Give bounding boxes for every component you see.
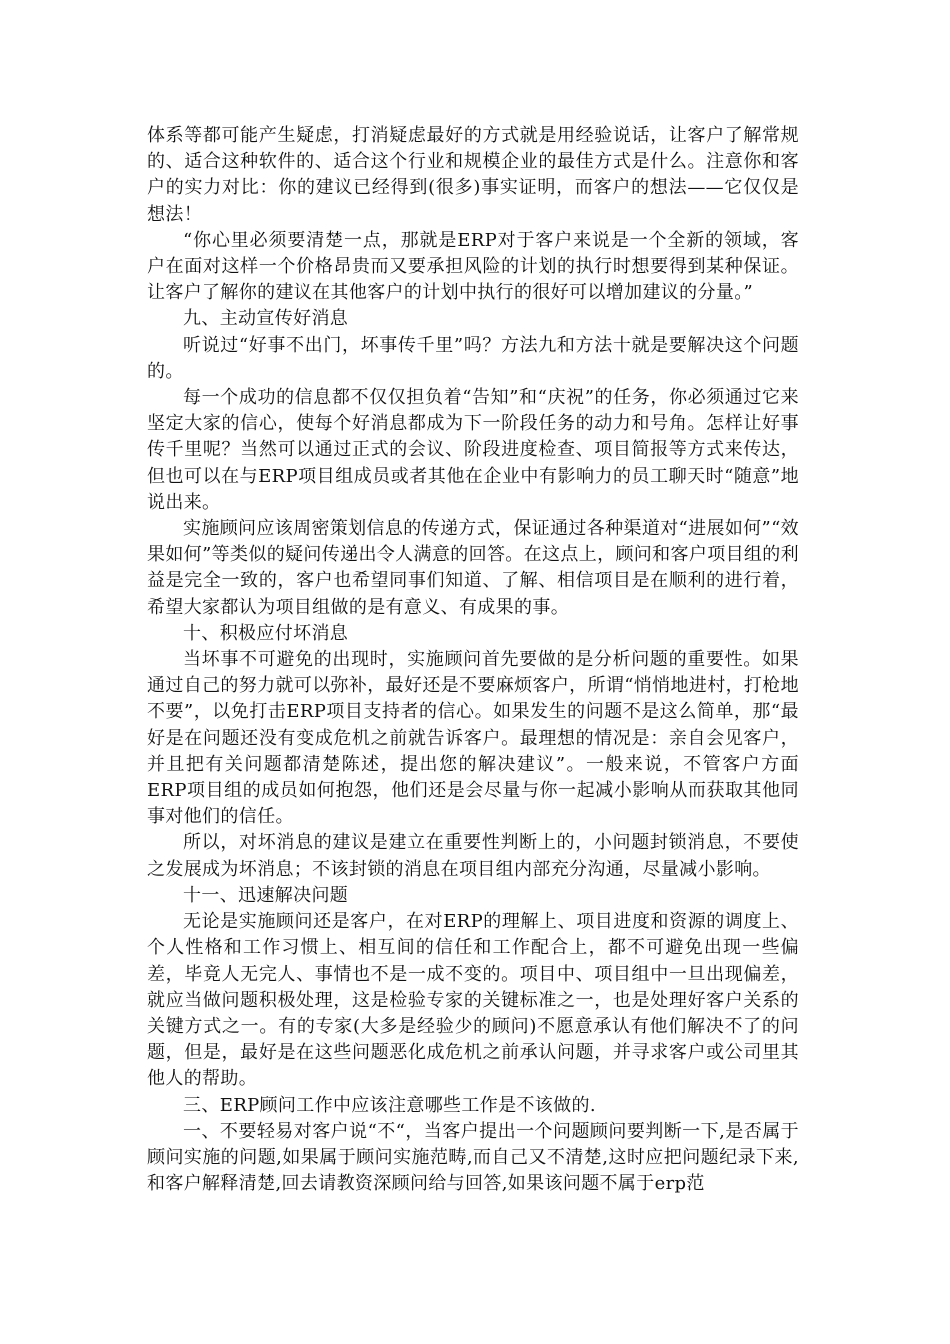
paragraph-good-news-channels: 实施顾问应该周密策划信息的传递方式，保证通过各种渠道对“进展如何”“效果如何”等类似的疑问传递出令人满意的回答。在这点上，顾问和客户项目组的利益是完全一致的，客户也希望同事们知道、了解、相信项目是在顺利的进行着，希望大家都认为项目组做的是有意义、有成果的事。 xyxy=(147,518,799,618)
section-heading-part-3: 三、ERP顾问工作中应该注意哪些工作是不该做的. xyxy=(183,1094,596,1116)
section-heading-10: 十、积极应付坏消息 xyxy=(183,622,349,644)
document-page xyxy=(147,123,799,1197)
paragraph-dont-say-no: 一、不要轻易对客户说“不“，当客户提出一个问题顾问要判断一下,是否属于顾问实施的问题,如果属于顾问实施范畴,而自己又不清楚,这时应把问题纪录下来,和客户解释清楚,回去请教资深顾问给与回答,如果该问题不属于erp范 xyxy=(147,1120,799,1195)
paragraph-bad-news-advice: 所以，对坏消息的建议是建立在重要性判断上的，小问题封锁消息，不要使之发展成为坏消息；不该封锁的消息在项目组内部充分沟通，尽量减小影响。 xyxy=(147,832,799,880)
paragraph-bad-news-handling: 当坏事不可避免的出现时，实施顾问首先要做的是分析问题的重要性。如果通过自己的努力就可以弥补，最好还是不要麻烦客户，所谓“悄悄地进村，打枪地不要”，以免打击ERP项目支持者的信心。如果发生的问题不是这么简单，那“最好是在问题还没有变成危机之前就告诉客户。最理想的情况是：亲自会见客户，并且把有关问题都清楚陈述，提出您的解决建议”。一般来说，不管客户方面ERP项目组的成员如何抱怨，他们还是会尽量与你一起减小影响从而获取其他同事对他们的信任。 xyxy=(147,649,799,828)
paragraph-intro-continuation: 体系等都可能产生疑虑，打消疑虑最好的方式就是用经验说话，让客户了解常规的、适合这种软件的、适合这个行业和规模企业的最佳方式是什么。注意你和客户的实力对比：你的建议已经得到(很多)事实证明，而客户的想法——它仅仅是想法！ xyxy=(147,125,799,225)
paragraph-good-news-spread: 每一个成功的信息都不仅仅担负着“告知”和“庆祝”的任务，你必须通过它来坚定大家的信心，使每个好消息都成为下一阶段任务的动力和号角。怎样让好事传千里呢？当然可以通过正式的会议、阶段进度检查、项目简报等方式来传达，但也可以在与ERP项目组成员或者其他在企业中有影响力的员工聊天时“随意”地说出来。 xyxy=(147,387,799,513)
paragraph-quote-erp-new-field: “你心里必须要清楚一点，那就是ERP对于客户来说是一个全新的领域，客户在面对这样一个价格昂贵而又要承担风险的计划的执行时想要得到某种保证。让客户了解你的建议在其他客户的计划中执行的很好可以增加建议的分量。” xyxy=(147,229,799,304)
paragraph-good-news-intro: 听说过“好事不出门，坏事传千里”吗？方法九和方法十就是要解决这个问题的。 xyxy=(147,334,799,382)
paragraph-solve-problems: 无论是实施顾问还是客户，在对ERP的理解上、项目进度和资源的调度上、个人性格和工作习惯上、相互间的信任和工作配合上，都不可避免出现一些偏差，毕竟人无完人、事情也不是一成不变的。项目中、项目组中一旦出现偏差，就应当做问题积极处理，这是检验专家的关键标准之一，也是处理好客户关系的关键方式之一。有的专家(大多是经验少的顾问)不愿意承认有他们解决不了的问题，但是，最好是在这些问题恶化成危机之前承认问题，并寻求客户或公司里其他人的帮助。 xyxy=(147,911,799,1090)
section-heading-11: 十一、迅速解决问题 xyxy=(183,884,349,906)
section-heading-9: 九、主动宣传好消息 xyxy=(183,308,349,330)
